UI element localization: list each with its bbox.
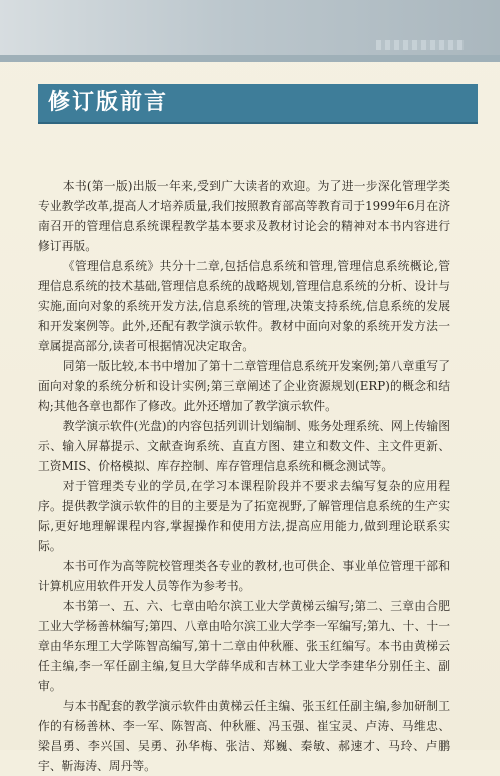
header-ornament-icon <box>376 40 464 50</box>
paragraph: 与本书配套的教学演示软件由黄梯云任主编、张玉红任副主编,参加研制工作的有杨善林、李一军、陈智高、仲秋雁、冯玉强、崔宝灵、卢涛、马维忠、梁昌勇、李兴国、吴勇、孙华梅、张洁、郑巍、秦敏、郝速才、马玲、卢鹏宇、靳海涛、周丹等。 <box>38 699 450 773</box>
paragraph: 对于管理类专业的学员,在学习本课程阶段并不要求去编写复杂的应用程序。提供教学演示软件的目的主要是为了拓宽视野,了解管理信息系统的生产实际,更好地理解课程内容,掌握操作和使用方法,提高应用能力,做到理论联系实际。 <box>38 479 450 553</box>
paragraph: 同第一版比较,本书中增加了第十二章管理信息系统开发案例;第八章重写了面向对象的系统分析和设计实例;第三章阐述了企业资源规划(ERP)的概念和结构;其他各章也都作了修改。此外还增加了教学演示软件。 <box>38 359 450 413</box>
header-stripe <box>0 55 500 62</box>
page-title: 修订版前言 <box>48 90 169 115</box>
header-band <box>0 0 500 62</box>
title-banner <box>38 84 478 124</box>
paragraph: 本书(第一版)出版一年来,受到广大读者的欢迎。为了进一步深化管理学类专业教学改革,提高人才培养质量,我们按照教育部高等教育司于1999年6月在济南召开的管理信息系统课程教学基本要求及教材讨论会的精神对本书内容进行修订再版。 <box>38 179 450 253</box>
paragraph: 教学演示软件(光盘)的内容包括列训计划编制、账务处理系统、网上传输图示、输入屏幕提示、文献查询系统、直直方图、建立和数文件、主文件更新、工资MIS、价格模拟、库存控制、库存管理信息系统和概念测试等。 <box>38 419 450 473</box>
paragraph: 本书第一、五、六、七章由哈尔滨工业大学黄梯云编写;第二、三章由合肥工业大学杨善林编写;第四、八章由哈尔滨工业大学李一军编写;第九、十、十一章由华东理工大学陈智高编写,第十二章由仲秋雁、张玉红编写。本书由黄梯云任主编,李一军任副主编,复旦大学薛华成和吉林工业大学李建华分别任主、副审。 <box>38 599 450 693</box>
preface-body <box>38 176 450 776</box>
paragraph: 《管理信息系统》共分十二章,包括信息系统和管理,管理信息系统概论,管理信息系统的技术基础,管理信息系统的战略规划,管理信息系统的分析、设计与实施,面向对象的系统开发方法,信息系统的管理,决策支持系统,信息系统的发展和开发案例等。此外,还配有教学演示软件。教材中面向对象的系统开发方法一章属提高部分,读者可根据情况决定取舍。 <box>38 259 450 353</box>
paragraph: 本书可作为高等院校管理类各专业的教材,也可供企、事业单位管理干部和计算机应用软件开发人员等作为参考书。 <box>38 559 450 593</box>
